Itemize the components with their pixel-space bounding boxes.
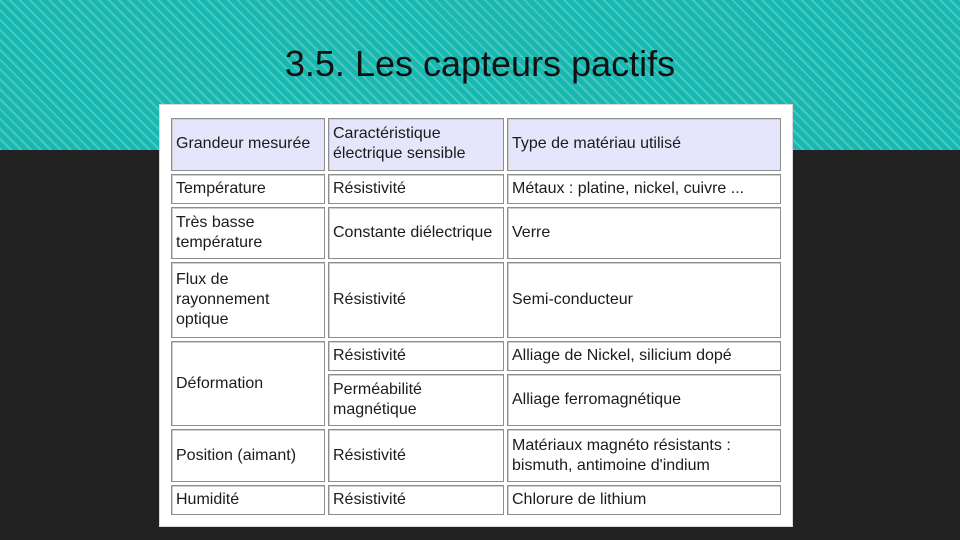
table-row (171, 174, 781, 204)
table-header-row (171, 118, 781, 171)
cell-grandeur: Température (171, 174, 325, 204)
header-materiau: Type de matériau utilisé (507, 118, 781, 171)
cell-grandeur: Position (aimant) (171, 429, 325, 482)
header-grandeur: Grandeur mesurée (171, 118, 325, 171)
cell-grandeur: Très basse température (171, 207, 325, 260)
cell-caracteristique: Résistivité (328, 341, 504, 371)
table-image-panel (159, 104, 793, 527)
table-row (171, 262, 781, 338)
table-row (171, 207, 781, 260)
cell-grandeur: Flux de rayonnement optique (171, 262, 325, 338)
cell-caracteristique: Perméabilité magnétique (328, 374, 504, 427)
cell-materiau: Métaux : platine, nickel, cuivre ... (507, 174, 781, 204)
slide-title: 3.5. Les capteurs pactifs (284, 43, 676, 84)
cell-caracteristique: Constante diélectrique (328, 207, 504, 260)
cell-materiau: Chlorure de lithium (507, 485, 781, 515)
cell-grandeur: Humidité (171, 485, 325, 515)
cell-materiau: Semi-conducteur (507, 262, 781, 338)
cell-materiau: Alliage de Nickel, silicium dopé (507, 341, 781, 371)
cell-materiau: Alliage ferromagnétique (507, 374, 781, 427)
cell-caracteristique: Résistivité (328, 174, 504, 204)
table-row (171, 429, 781, 482)
sensor-table (168, 115, 784, 518)
cell-materiau: Verre (507, 207, 781, 260)
table-row (171, 485, 781, 515)
cell-caracteristique: Résistivité (328, 262, 504, 338)
cell-caracteristique: Résistivité (328, 485, 504, 515)
cell-caracteristique: Résistivité (328, 429, 504, 482)
cell-grandeur: Déformation (171, 341, 325, 427)
header-caracteristique: Caractéristique électrique sensible (328, 118, 504, 171)
cell-materiau: Matériaux magnéto résistants : bismuth, antimoine d'indium (507, 429, 781, 482)
table-row (171, 341, 781, 371)
